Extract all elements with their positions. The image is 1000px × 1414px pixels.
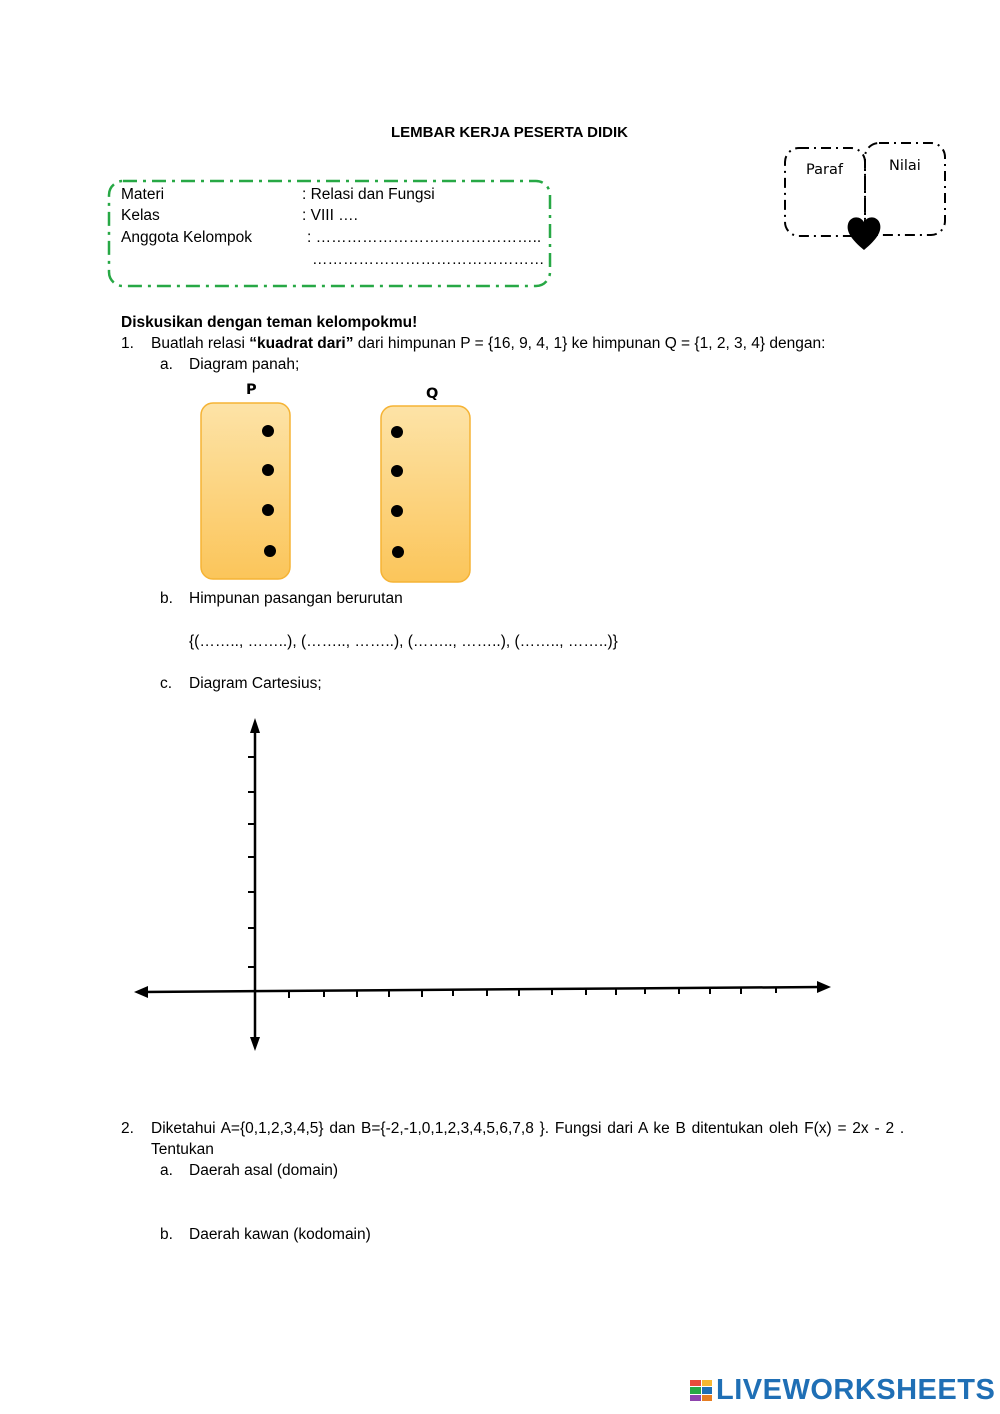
set-p-dot: [264, 545, 276, 557]
q1-text-before: Buatlah relasi: [151, 335, 250, 352]
q1c-letter: c.: [160, 675, 173, 692]
q2a-letter: a.: [160, 1162, 173, 1179]
materi-value: : Relasi dan Fungsi: [302, 186, 435, 203]
anggota-label: Anggota Kelompok: [121, 229, 252, 246]
set-q-dot: [391, 426, 403, 438]
logo-text: LIVEWORKSHEETS: [716, 1374, 996, 1406]
set-q-label: Q: [426, 386, 439, 402]
q2-text: Diketahui A={0,1,2,3,4,5} dan B={-2,-1,0,1,2,3,4,5,6,7,8 }. Fungsi dari A ke B ditentukan oleh F(x) = 2x - 2 .: [151, 1120, 905, 1137]
q1-text-after: dari himpunan P = {16, 9, 4, 1} ke himpunan Q = {1, 2, 3, 4} dengan:: [353, 335, 826, 352]
q2b-letter: b.: [160, 1226, 173, 1243]
x-axis-arrow-left: [134, 986, 148, 998]
y-axis-arrow-down: [250, 1037, 260, 1051]
set-q-dot: [391, 465, 403, 477]
set-q-dot: [392, 546, 404, 558]
heart-icon: [848, 217, 881, 250]
q1a-text: Diagram panah;: [189, 356, 300, 373]
q1-text-bold: “kuadrat dari”: [249, 335, 354, 352]
q2b-text: Daerah kawan (kodomain): [189, 1226, 371, 1243]
kelas-label: Kelas: [121, 207, 160, 224]
q1a-letter: a.: [160, 356, 173, 373]
anggota-line-1[interactable]: : ……………………………………..: [307, 229, 542, 246]
q1-number: 1.: [121, 335, 134, 352]
q2-number: 2.: [121, 1120, 134, 1137]
logo-icon: [690, 1380, 712, 1402]
q1b-text: Himpunan pasangan berurutan: [189, 590, 403, 607]
set-p-dot: [262, 504, 274, 516]
kelas-value[interactable]: : VIII ….: [302, 207, 358, 224]
paraf-label: Paraf: [806, 162, 843, 178]
anggota-line-2[interactable]: ………………………………………: [312, 251, 545, 268]
cartesian-diagram: [142, 728, 822, 1043]
instruction: Diskusikan dengan teman kelompokmu!: [121, 314, 418, 331]
set-p-dot: [262, 425, 274, 437]
set-p-dot: [262, 464, 274, 476]
q2a-text: Daerah asal (domain): [189, 1162, 339, 1179]
x-axis: [142, 987, 822, 992]
liveworksheets-logo[interactable]: [690, 1374, 995, 1407]
set-p-label: P: [246, 382, 257, 398]
materi-label: Materi: [121, 186, 165, 203]
set-p-oval: [201, 403, 290, 579]
set-q-dot: [391, 505, 403, 517]
x-axis-arrow-right: [817, 981, 831, 993]
nilai-label: Nilai: [889, 158, 921, 174]
q1b-letter: b.: [160, 590, 173, 607]
q1c-text: Diagram Cartesius;: [189, 675, 322, 692]
q1b-answer[interactable]: {(…….., ……..), (…….., ……..), (…….., ……..), (…….., ……..)}: [189, 633, 618, 650]
q2-text-line2: Tentukan: [151, 1141, 214, 1158]
y-axis-arrow-up: [250, 718, 260, 733]
q1-text: [151, 335, 825, 353]
page-title: LEMBAR KERJA PESERTA DIDIK: [391, 124, 628, 141]
